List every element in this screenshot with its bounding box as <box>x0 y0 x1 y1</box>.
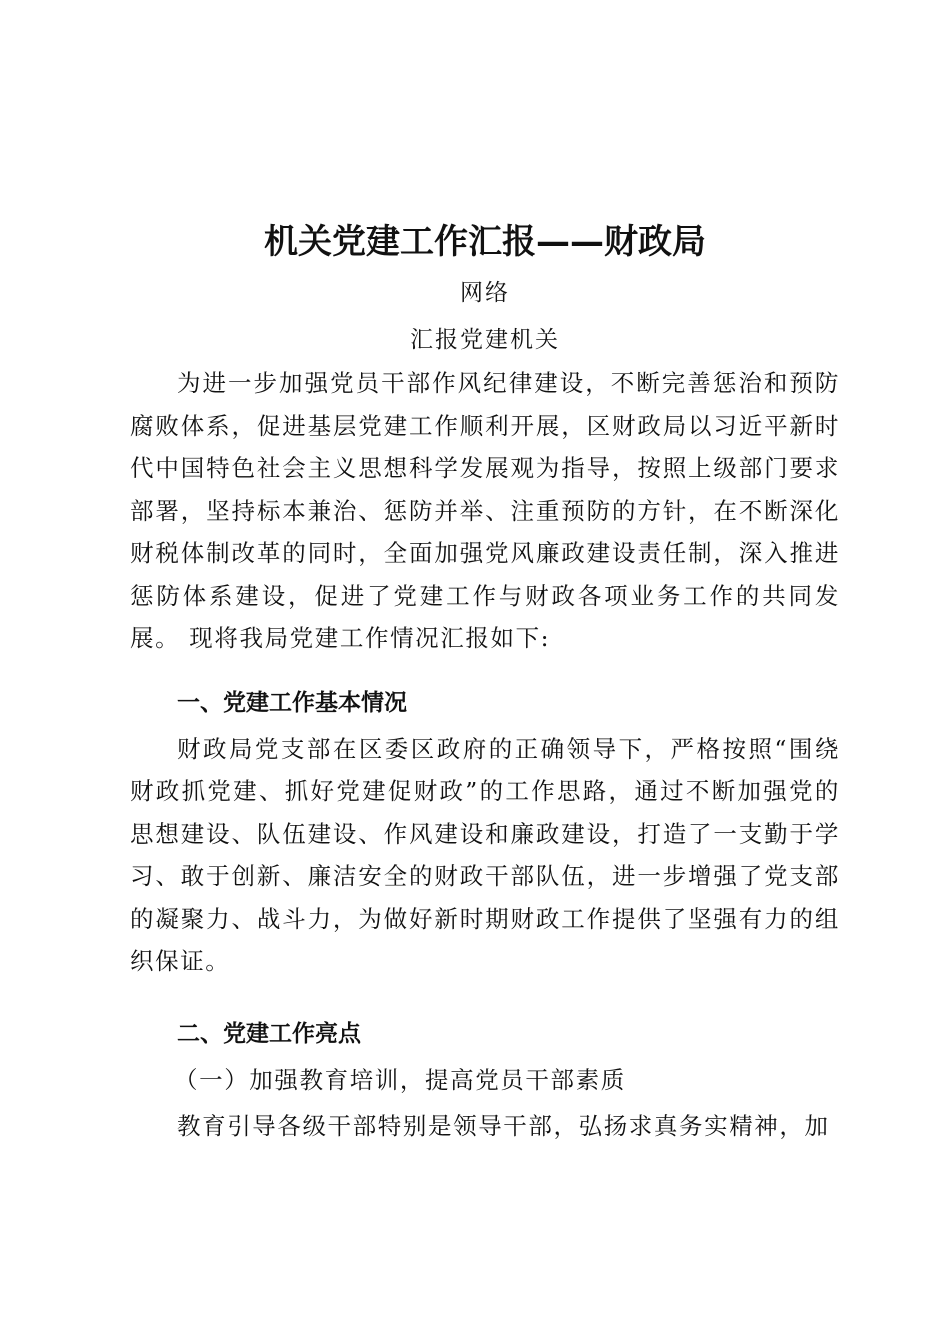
subsection-heading-education-training: （一）加强教育培训，提高党员干部素质 <box>174 1065 626 1094</box>
spacer <box>130 660 840 682</box>
document-source: 网络 <box>460 280 510 306</box>
section-basic-situation-paragraph: 财政局党支部在区委区政府的正确领导下，严格按照“围绕财政抓党建、抓好党建促财政”的工作思路，通过不断加强党的 思想建设、队伍建设、作风建设和廉政建设，打造了一支勤于学 习、敢于创新、廉洁安全的财政干部队伍，进一步增强了党支部 的凝聚力、战斗力，为做好新时期财政工作提供了坚强有力的组 织保证。 <box>130 734 840 975</box>
section-heading-highlights: 二、党建工作亮点 <box>177 1020 361 1047</box>
document-title: 机关党建工作汇报——财政局 <box>264 222 706 262</box>
document-body <box>130 218 840 1147</box>
subsection-education-training-paragraph: 教育引导各级干部特别是领导干部，弘扬求真务实精神，加 <box>177 1111 830 1140</box>
spacer <box>130 983 840 1013</box>
document-keywords: 汇报党建机关 <box>410 327 560 353</box>
section-heading-basic-situation: 一、党建工作基本情况 <box>177 689 407 716</box>
intro-paragraph: 为进一步加强党员干部作风纪律建设，不断完善惩治和预防腐败体系，促进基层党建工作顺利开展，区财政局以习近平新时代中国特色社会主义思想科学发展观为指导，按照上级部门要求部署，坚持标本兼治、惩防并举、注重预防的方针，在不断深化财税体制改革的同时，全面加强党风廉政建设责任制，深入推进惩防体系建设，促进了党建工作与财政各项业务工作的共同发展。 现将我局党建工作情况汇报如下: <box>130 369 840 652</box>
